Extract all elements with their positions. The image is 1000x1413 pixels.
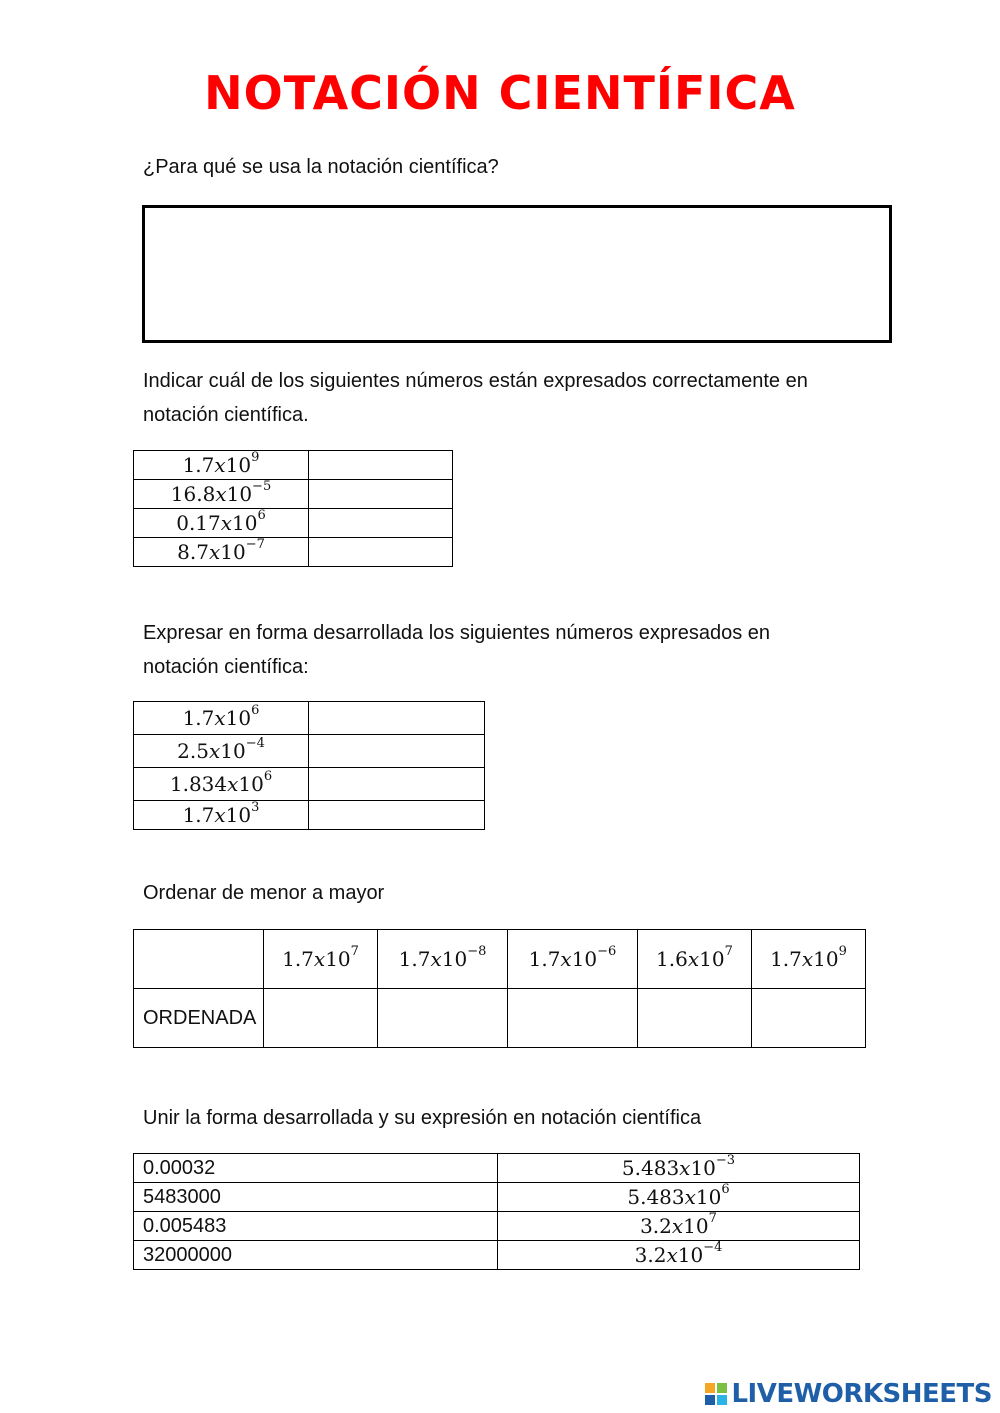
answer-cell[interactable] [507,989,637,1048]
answer-cell[interactable] [309,735,485,768]
table-row [134,989,866,1048]
table-row [134,801,485,830]
logo-square [717,1383,727,1393]
number-cell: $8.7x10^{-7}$ [134,538,309,567]
answer-cell[interactable] [637,989,751,1048]
order-table [133,929,866,1048]
table-row [134,451,453,480]
logo-mark-icon [705,1383,727,1405]
answer-cell[interactable] [309,509,453,538]
number-cell: $1.7x10^7$ [264,930,378,989]
number-cell: $1.834x10^6$ [134,768,309,801]
table-row [134,735,485,768]
logo-square [717,1395,727,1405]
scientific-number[interactable]: $5.483x10^{-3}$ [498,1154,860,1183]
expanded-number[interactable]: 0.00032 [134,1154,498,1183]
question-1-text: ¿Para qué se usa la notación científica? [143,156,499,178]
number-cell: $1.7x10^3$ [134,801,309,830]
match-table [133,1153,860,1270]
table-row[interactable] [134,1241,860,1270]
page-title: NOTACIÓN CIENTÍFICA [204,66,796,120]
number-cell: $1.7x10^{-6}$ [507,930,637,989]
logo-text: LIVEWORKSHEETS [731,1379,992,1409]
number-cell: $2.5x10^{-4}$ [134,735,309,768]
empty-header-cell [134,930,264,989]
table-row [134,480,453,509]
question-4-text: Ordenar de menor a mayor [143,882,385,904]
question-5-text: Unir la forma desarrollada y su expresión en notación científica [143,1107,702,1129]
table-row [134,702,485,735]
logo-square [705,1383,715,1393]
question-2-line-1: Indicar cuál de los siguientes números están expresados correctamente en [143,370,808,392]
number-cell: $1.7x10^6$ [134,702,309,735]
number-cell: $1.7x10^9$ [751,930,865,989]
question-3-line-1: Expresar en forma desarrollada los siguientes números expresados en [143,622,771,644]
answer-cell[interactable] [264,989,378,1048]
answer-cell[interactable] [378,989,508,1048]
number-cell: $0.17x10^6$ [134,509,309,538]
number-cell: $16.8x10^{-5}$ [134,480,309,509]
ordered-label: ORDENADA [134,989,264,1048]
liveworksheets-logo [705,1379,992,1409]
expanded-number[interactable]: 5483000 [134,1183,498,1212]
number-cell: $1.7x10^9$ [134,451,309,480]
answer-cell[interactable] [309,702,485,735]
expanded-number[interactable]: 32000000 [134,1241,498,1270]
answer-cell[interactable] [309,480,453,509]
table-row[interactable] [134,1183,860,1212]
answer-cell[interactable] [751,989,865,1048]
table-row [134,509,453,538]
question-3-line-2: notación científica: [143,656,309,678]
answer-cell[interactable] [309,538,453,567]
scientific-number[interactable]: $5.483x10^6$ [498,1183,860,1212]
table-row [134,930,866,989]
scientific-number[interactable]: $3.2x10^{-4}$ [498,1241,860,1270]
scientific-number[interactable]: $3.2x10^7$ [498,1212,860,1241]
answer-cell[interactable] [309,801,485,830]
number-cell: $1.7x10^{-8}$ [378,930,508,989]
table-row[interactable] [134,1154,860,1183]
answer-box[interactable] [142,205,892,343]
table-row[interactable] [134,1212,860,1241]
table-row [134,538,453,567]
answer-cell[interactable] [309,768,485,801]
logo-square [705,1395,715,1405]
number-cell: $1.6x10^7$ [637,930,751,989]
answer-cell[interactable] [309,451,453,480]
question-2-line-2: notación científica. [143,404,309,426]
identify-table [133,450,453,567]
expand-table [133,701,485,830]
expanded-number[interactable]: 0.005483 [134,1212,498,1241]
table-row [134,768,485,801]
